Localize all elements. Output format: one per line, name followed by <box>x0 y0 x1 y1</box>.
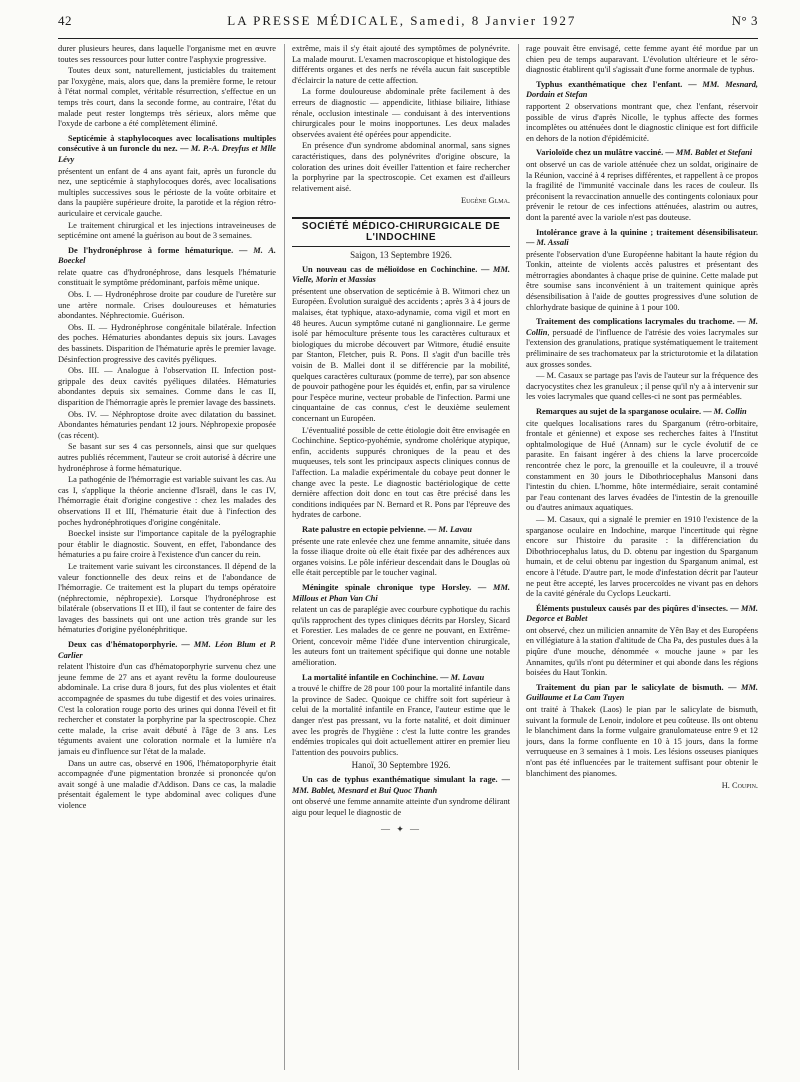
session-date: Hanoï, 30 Septembre 1926. <box>351 760 451 771</box>
paragraph: rapportent 2 observations montrant que, chez l'enfant, réservoir possible de virus d'après Nicolle, le typhus affecte des formes incomplètes ou atténuées dont le diagnostic clinique est fort difficile en dehors de la notion d'épidémicité. <box>526 101 758 143</box>
heading-text: De l'hydronéphrose à forme hématurique. — <box>68 245 248 255</box>
paragraph: relatent un cas de paraplégie avec courbure cyphotique du rachis qu'ils rapprochent des types cliniques décrits par Horsley, Sicard et Forestier. Les malades de ce genre ne pouvant, en Extrême-Orient, concevoir même l'idée d'une intervention chirurgicale, les auteurs font un traitement spécifique qui donne une notable amélioration. <box>292 605 510 668</box>
article-heading <box>526 407 758 418</box>
paragraph: cite quelques localisations rares du Sparganum (rétro-orbitaire, frontale et génienne) et expose ses recherches faites à l'Institut ophtalmologique de Hué (Annam) sur le cycle évolutif de ce parasite. En faisant ingérer à des chiens la larve procercoïde rencontrée chez le porc, la grenouille et la couleuvre, il a trouvé constamment en 30 jours le Dibothriocephalus Mansoni dans l'intestin du chien. L'homme, hôte intermédiaire, serait contaminé par l'eau contenant des larves évadées de l'intestin de la grenouille ou d'autres animaux aquatiques. <box>526 418 758 513</box>
author-names: MM. Vielle, Morin et Massias <box>292 264 510 285</box>
header-rule <box>58 38 758 39</box>
author-names: M. P.-A. Dreyfus et Mlle Lévy <box>58 144 276 164</box>
author-names: M. Collin <box>713 407 747 416</box>
paragraph: En présence d'un syndrome abdominal anormal, sans signes caractéristiques, dans des polynévrites d'origine obscure, la coloration des urines doit éveiller l'attention et faire rechercher la porphyrine par la spectroscopie. Cet examen est d'ailleurs relativement aisé. <box>292 141 510 193</box>
heading-text: Varioloïde chez un mulâtre vacciné. — <box>536 148 674 158</box>
author-names: M. Lavau <box>450 672 485 682</box>
paragraph: a trouvé le chiffre de 28 pour 100 pour la mortalité infantile dans la province de Sadec. Quoique ce chiffre soit fort supérieur à celui de la mortalité infantile en France, l'auteur estime que le danger n'est pas pressant, vu la forte natalité, et doit diminuer avec les progrès de l'hygiène : c'est la lutte contre les grandes endémies tropicales qui doit actuellement attirer en premier lieu l'attention des pouvoirs publics. <box>292 684 510 757</box>
paragraph: relatent l'histoire d'un cas d'hématoporphyrie survenu chez une jeune femme de 27 ans et ayant revêtu la forme douloureuse abdominale. La crise dura 8 jours, fut des plus violentes et était accompagnée de spasmes du tube digestif et des voies urinaires. C'est la coloration rouge porto des urines qui donna l'éveil et fit rechercher et constater la porphyrine par la spectroscopie. Chez cette malade, la crise avait débuté à l'âge de 3 ans. Les téguments avaient une coloration normale et la lumière n'a jamais eu d'influence sur l'état de la malade. <box>58 662 276 756</box>
paragraph: relate quatre cas d'hydronéphrose, dans lesquels l'hématurie constituait le symptôme prédominant, parfois même unique. <box>58 267 276 288</box>
paragraph: ont observé un cas de variole atténuée chez un soldat, originaire de la Réunion, vacciné à 4 reprises différentes, et rappellent à ce propos la fragilité de l'immunité vaccinale dans les races de couleur. Ils préconisent la revaccination annuelle des contingents coloniaux pour prévenir le retour de ces infections atténuées, alastrim ou autres, dont la parenté avec la variole n'est pas douteuse. <box>526 159 758 222</box>
article-heading <box>526 80 758 101</box>
article-heading <box>292 525 510 536</box>
heading-text: Rate palustre en ectopie pelvienne. — <box>302 524 437 534</box>
article-heading <box>58 246 276 267</box>
issue-number: N° 3 <box>731 13 758 28</box>
heading-text: Traitement des complications lacrymales du trachome. — <box>536 317 746 327</box>
paragraph: présente l'observation d'une Européenne habitant la haute région du Tonkin, atteinte de violents accès palustres et présentant des métrorragies abondantes à chaque prise de quinine. Cette malade put être soumise sans inconvénient à un traitement quinique après désensibilisation à l'aide de gouttes progressives d'une solution de chlorhydrate basique de quinine à 1 pour 100. <box>526 249 758 312</box>
author-names: M. A. Boeckel <box>58 245 276 266</box>
paragraph: — M. Casaux, qui a signalé le premier en 1910 l'existence de la sparganose oculaire en Indochine, marque l'incertitude qui règne encore sur l'histoire du parasite : la différenciation du Dibothriocephalus latus, du D. obtenu par ingestion du Sparganum humain, et de celui obtenu par ingestion du Sparganum animal, est encore à l'étude. D'autre part, le mode d'infestation décrit par l'auteur ne peut être accepté, les larves procercoïdes ne vivant pas en dehors de la cavité générale du Cyclops Leuckarti. <box>526 514 758 599</box>
heading-text: Typhus exanthématique chez l'enfant. — <box>536 79 697 89</box>
paragraph: L'éventualité possible de cette étiologie doit être envisagée en Cochinchine. Septico-pyohémie, syndrome cholérique atypique, enfin, accidents suppurés chroniques de la peau et des muqueuses, tels sont les principaux aspects cliniques connus de l'affection. La maladie expérimentale du cobaye peut donner le change avec la peste. Le diagnostic bactériologique de cette dernière affection doit donc en tout cas être précisé dans les conditions indiquées par N. Bernard et R. Pons par l'épreuve des hydrates de carbone. <box>292 425 510 520</box>
paragraph: — M. Casaux se partage pas l'avis de l'auteur sur la fréquence des dacryocystites chez les granuleux ; il pense qu'il n'y a à intervenir sur les voies lacrymales que quand celles-ci ne sont pas perméables. <box>526 371 758 402</box>
column-divider <box>284 44 285 1070</box>
paragraph: rage pouvait être envisagé, cette femme ayant été mordue par un chien peu de temps auparavant. L'évolution ultérieure et le séro-diagnostic établirent qu'il s'agissait d'une forme anormale de typhus. <box>526 44 758 75</box>
page-header <box>58 6 758 36</box>
signature: Eugène Glma. <box>460 196 510 206</box>
article-heading <box>526 148 758 159</box>
article-heading <box>292 583 510 604</box>
article-heading <box>526 228 758 249</box>
page-number: 42 <box>58 13 72 28</box>
paragraph: Obs. I. — Hydronéphrose droite par coudure de l'uretère sur une artère normale. Crises douloureuses et hématuries abondantes. Néphrectomie. Guérison. <box>58 290 276 321</box>
paragraph: Boeckel insiste sur l'importance capitale de la pyélographie pour établir le diagnostic. Souvent, en effet, l'abondance des hématuries a pu faire croire à l'existence d'un cancer du rein. <box>58 529 276 560</box>
article-heading <box>58 134 276 166</box>
paragraph: Obs. IV. — Néphroptose droite avec dilatation du bassinet. Abondantes hématuries pendant 12 jours. Néphropexie proposée (cas récent). <box>58 409 276 440</box>
column-divider <box>518 44 519 1070</box>
ornament-divider: — ✦ — <box>380 824 422 835</box>
paragraph: ont observé, chez un milicien annamite de Yên Bay et des Européens en villégiature à la station d'altitude de Cha Pa, des pustules dues à la piqûre d'une mouche, dénommée « mouche jaune » par les Annamites, qu'ils n'ont pu déterminer et qui abonde dans les régions boisées du Haut Tonkin. <box>526 625 758 678</box>
author-names: MM. Léon Blum et P. Carlier <box>58 640 276 660</box>
paragraph: Le traitement varie suivant les circonstances. Il dépend de la valeur fonctionnelle des deux reins et de l'abondance de l'hémorragie. Ce traitement est la plupart du temps opératoire (néphrectomie, néphropexie). Lorsque l'hydronéphrose est bilatérale (observations II et III), il faut se contenter de faire des lavages des bassinets qui ont une action très grande sur les hématuries d'origine pyélonéphritique. <box>58 561 276 635</box>
paragraph: extrême, mais il s'y était ajouté des symptômes de polynévrite. La malade mourut. L'examen macroscopique et histologique des différents organes et des nerfs ne révéla aucun fait susceptible d'éclaircir la nature de cette affection. <box>292 44 510 85</box>
heading-text: Un nouveau cas de mélioïdose en Cochinchine. — <box>302 264 490 274</box>
author-names: MM. Mesnard, Dordain et Stefan <box>526 79 758 100</box>
column-1 <box>58 44 276 1072</box>
society-heading: SOCIÉTÉ MÉDICO-CHIRURGICALE DE L'INDOCHINE <box>292 217 510 247</box>
paragraph: présentent une observation de septicémie à B. Witmori chez un Européen. Évolution suraiguë des accidents ; après 3 à 4 jours de malaises, état typhique, ataxo-adynamie, coma vigil et mort en 48 heures. Aucun symptôme cutané ni ganglionnaire. Le germe isolé par hémoculture présente tous les caractères culturaux et biologiques du microbe découvert par Witmore, étudié ensuite par Stanton, Fletcher, puis R. Pons. Il s'agit d'un bacille très voisin de B. Mallei dont il se différencie par la mobilité, quelques caractères culturaux (pomme de terre), par son absence de pouvoir pathogène pour les équidés et, enfin, par sa virulence pour l'espèce murine, vecteur probable de l'infection. Parmi une cinquantaine de cas connus, c'est le deuxième seulement concernant un Européen. <box>292 286 510 423</box>
article-heading <box>526 683 758 704</box>
author-names: M. Collin <box>526 317 758 337</box>
article-heading <box>58 640 276 661</box>
paragraph: Obs. II. — Hydronéphrose congénitale bilatérale. Infection des poches. Hématuries abondantes depuis six jours. Lavages des bassinets. Disparition de l'hématurie après le premier lavage. Désinfection progressive des cavités pyéliques. <box>58 322 276 364</box>
journal-title: LA PRESSE MÉDICALE, Samedi, 8 Janvier 1927 <box>227 13 577 28</box>
paragraph: durer plusieurs heures, dans laquelle l'organisme met en œuvre toutes ses ressources pour lutter contre l'asphyxie progressive. <box>58 44 276 64</box>
author-names: MM. Millous et Phan Van Chi <box>292 582 510 603</box>
heading-text: Remarques au sujet de la sparganose oculaire. — <box>536 407 712 416</box>
column-2 <box>292 44 510 1072</box>
heading-text: Deux cas d'hématoporphyrie. — <box>68 640 190 650</box>
paragraph: présentent un enfant de 4 ans ayant fait, après un furoncle du nez, une septicémie à staphylocoques dorés, avec localisations multiples successives sous le périoste de la voûte orbitaire et dans la paupière supérieure droite, la parotide et la région rétro-auriculaire et cervicale gauche. <box>58 166 276 218</box>
article-heading <box>292 265 510 286</box>
signature: H. Coupin. <box>721 781 758 791</box>
paragraph: La forme douloureuse abdominale prête facilement à des erreurs de diagnostic — appendicite, lithiase biliaire, lithiase rénale, occlusion intestinale — conduisant à des interventions chirurgicales pour le moins inopportunes. Les deux malades observées avaient été opérées pour appendicite. <box>292 87 510 139</box>
author-names: MM. Degorce et Bablet <box>526 603 758 624</box>
author-names: M. Assali <box>536 238 569 248</box>
paragraph: Toutes deux sont, naturellement, justiciables du traitement par l'oxygène, mais, alors que, dans la première forme, le retour à l'état normal complet, véritable résurrection, s'effectue en un temps très court, dans la seconde forme, au contraire, l'état du malade peut rester longtemps très sérieux, alors même que l'oxyde de carbone a été complètement éliminé. <box>58 66 276 129</box>
heading-text: Un cas de typhus exanthématique simulant la rage. — <box>302 775 510 784</box>
column-3 <box>526 44 758 1072</box>
paragraph: ont traité à Thakek (Laos) le pian par le salicylate de bismuth, suivant la formule de Lenoir, indolore et peu coûteuse. Ils ont obtenu le blanchiment dans la forme vulgaire granulomateuse entre 9 et 12 jours, dans la forme confluente en 10 à 15 jours, dans la forme verruqueuse en 3 semaines à 1 mois. Les lésions osseuses pianiques n'ont pas été influencées par le traitement suffisant pour obtenir le blanchiment des pianomes. <box>526 705 758 778</box>
heading-text: Méningite spinale chronique type Horsley. — <box>302 582 487 592</box>
paragraph: ont observé une femme annamite atteinte d'un syndrome délirant aigu pour lequel le diagnostic de <box>292 797 510 817</box>
article-heading <box>526 317 758 370</box>
paragraph-lead: , persuadé de l'influence de l'atrésie des voies lacrymales sur l'extension des granulations, pratique systématiquement le traitement préliminaire de ses trachomateux par la stricturotomie et la dilatation aux grosses sondes. <box>526 327 758 369</box>
article-heading <box>526 604 758 625</box>
paragraph: La pathogénie de l'hémorragie est variable suivant les cas. Au cas I, s'applique la théorie ancienne d'Israël, dans le cas IV, l'hémorragie était d'origine congestive : chez les malades des observations II et III, l'hématurie était due à l'infection des poches hydronéphrotiques d'origine congénitale. <box>58 475 276 527</box>
paragraph: Obs. III. — Analogue à l'observation II. Infection post-grippale des deux cavités pyéliques dilatées. Hématuries abondantes depuis six semaines. Comme dans le cas II, disparition de l'hémorragie après le premier lavage des bassinets. <box>58 366 276 407</box>
paragraph: Le traitement chirurgical et les injections intraveineuses de septicémine ont amené la guérison au bout de 3 semaines. <box>58 220 276 241</box>
author-names: MM. Bablet et Stefani <box>675 148 753 158</box>
heading-text: Éléments pustuleux causés par des piqûres d'insectes. — <box>536 603 739 613</box>
heading-text: Intolérance grave à la quinine ; traitement désensibilisateur. — <box>526 227 758 248</box>
session-date: Saigon, 13 Septembre 1926. <box>350 250 452 261</box>
author-names: MM. Guillaume et La Cam Tuyen <box>526 682 758 703</box>
heading-text: La mortalité infantile en Cochinchine. — <box>302 672 449 682</box>
paragraph: Dans un autre cas, observé en 1906, l'hématoporphyrie était accompagnée d'une pigmentation bronzée si prononcée qu'on avait songé à une maladie d'Addison. Dans ce cas, la maladie présentait également le type abdominal avec coliques d'une violence <box>58 758 276 810</box>
article-heading <box>292 775 510 796</box>
heading-text: Septicémie à staphylocoques avec localisations multiples consécutive à un furoncle du nez. — <box>58 133 276 154</box>
heading-text: Traitement du pian par le salicylate de bismuth. — <box>536 682 737 692</box>
article-heading <box>292 673 510 684</box>
author-names: MM. Bablet, Mesnard et Bui Quoc Thanh <box>292 785 438 795</box>
paragraph: Se basant sur ses 4 cas personnels, ainsi que sur quelques autres publiés récemment, l'auteur se croit autorisé à décrire une hydronéphrose à forme hématurique. <box>58 442 276 473</box>
paragraph: présente une rate enlevée chez une femme annamite, située dans la fosse iliaque droite où elle était fixée par des adhérences aux organes voisins. Le pôle inférieur descendait dans le Douglas où elle était perceptible par le toucher vaginal. <box>292 536 510 578</box>
author-names: M. Lavau <box>438 524 472 534</box>
